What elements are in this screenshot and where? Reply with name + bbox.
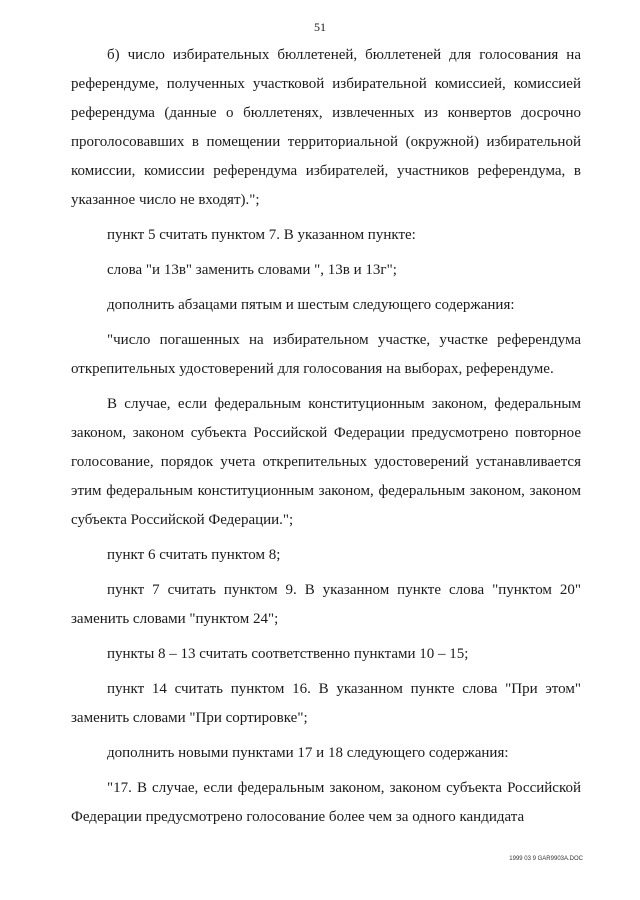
document-body	[71, 41, 581, 838]
paragraph-item-5: пункт 5 считать пунктом 7. В указанном пункте:	[107, 227, 416, 243]
paragraph-item-14: пункт 14 считать пунктом 16. В указанном пункте слова "При этом" заменить словами "При сортировке";	[71, 681, 581, 726]
paragraph-add-items-17-18: дополнить новыми пунктами 17 и 18 следующего содержания:	[107, 745, 509, 761]
paragraph-item-17-start: "17. В случае, если федеральным законом, законом субъекта Российской Федерации предусмотрено голосование более чем за одного кандидата	[71, 780, 581, 825]
paragraph-cancelled-certificates: "число погашенных на избирательном участке, участке референдума открепительных удостоверений для голосования на выборах, референдуме.	[71, 332, 581, 377]
page-number: 51	[314, 20, 326, 34]
paragraph-item-7: пункт 7 считать пунктом 9. В указанном пункте слова "пунктом 20" заменить словами "пунктом 24";	[71, 582, 581, 627]
paragraph-add-abzatsy: дополнить абзацами пятым и шестым следующего содержания:	[107, 297, 515, 313]
footer-file-reference: 1999 03 9 GAR9903A.DOC	[509, 856, 583, 862]
paragraph-items-8-13: пункты 8 – 13 считать соответственно пунктами 10 – 15;	[107, 646, 469, 662]
paragraph-repeat-voting: В случае, если федеральным конституционным законом, федеральным законом, законом субъекта Российской Федерации предусмотрено повторное голосование, порядок учета открепительных удостоверений устанавливается этим федеральным конституционным законом, федеральным законом, законом субъекта Российской Федерации.";	[71, 396, 581, 528]
paragraph-ballot-count: б) число избирательных бюллетеней, бюллетеней для голосования на референдуме, полученных участковой избирательной комиссией, комиссией референдума (данные о бюллетенях, извлеченных из конвертов досрочно проголосовавших в помещении территориальной (окружной) избирательной комиссии, комиссии референдума избирателей, участников референдума, в указанное число не входят).";	[71, 47, 581, 208]
paragraph-item-6: пункт 6 считать пунктом 8;	[107, 547, 281, 563]
paragraph-words-replace: слова "и 13в" заменить словами ", 13в и 13г";	[107, 262, 397, 278]
